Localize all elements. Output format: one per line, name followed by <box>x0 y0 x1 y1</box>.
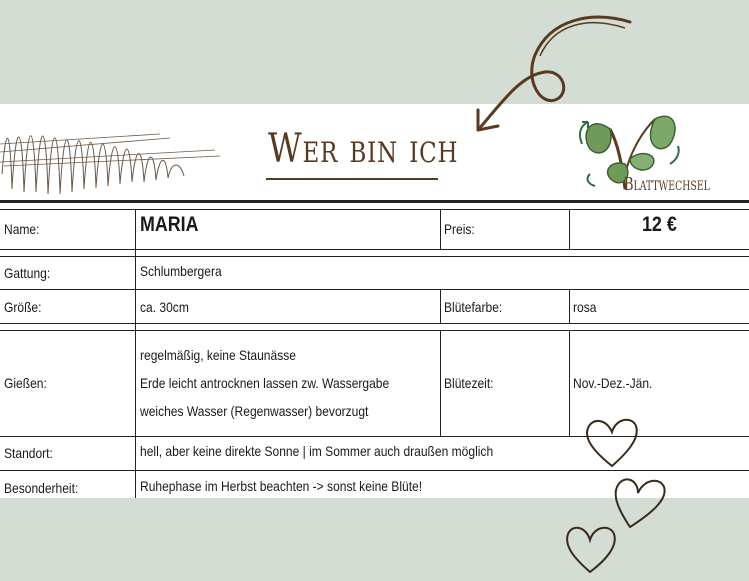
watering-line: Erde leicht antrocknen lassen zw. Wassergabe <box>140 375 390 391</box>
divider <box>0 289 749 290</box>
size-value: ca. 30cm <box>140 299 189 315</box>
divider <box>0 330 749 331</box>
watering-label: Gießen: <box>4 375 47 391</box>
name-label: Name: <box>4 221 40 237</box>
divider <box>0 200 749 203</box>
divider <box>0 249 749 250</box>
bloom-time-label: Blütezeit: <box>444 375 494 391</box>
column-divider <box>569 289 570 323</box>
name-value: MARIA <box>140 213 199 236</box>
column-divider <box>569 209 570 249</box>
column-divider <box>440 330 441 436</box>
special-label: Besonderheit: <box>4 480 79 496</box>
page-title: Wer bin ich <box>268 126 459 172</box>
column-divider <box>569 330 570 436</box>
genus-label: Gattung: <box>4 265 51 281</box>
location-label: Standort: <box>4 445 53 461</box>
price-value: 12 € <box>642 213 677 236</box>
bloom-color-value: rosa <box>573 299 597 315</box>
genus-value: Schlumbergera <box>140 263 222 279</box>
title-underline <box>266 178 438 180</box>
price-label: Preis: <box>444 221 475 237</box>
heart-icon <box>582 412 642 470</box>
column-divider <box>440 289 441 323</box>
watering-line: weiches Wasser (Regenwasser) bevorzugt <box>140 403 369 419</box>
logo-text: Blattwechsel <box>624 174 710 195</box>
divider <box>0 323 749 324</box>
column-divider <box>440 209 441 249</box>
special-value: Ruhephase im Herbst beachten -> sonst keine Blüte! <box>140 478 423 494</box>
size-label: Größe: <box>4 299 42 315</box>
bloom-time-value: Nov.-Dez.-Jän. <box>573 375 653 391</box>
location-value: hell, aber keine direkte Sonne | im Sommer auch draußen möglich <box>140 443 494 459</box>
watering-value <box>140 341 389 425</box>
column-divider <box>135 209 136 498</box>
divider <box>0 256 749 257</box>
bloom-color-label: Blütefarbe: <box>444 299 503 315</box>
divider <box>0 209 749 210</box>
heart-icon <box>562 516 622 576</box>
watering-line: regelmäßig, keine Staunässe <box>140 347 296 363</box>
scribble-decoration <box>0 104 230 204</box>
